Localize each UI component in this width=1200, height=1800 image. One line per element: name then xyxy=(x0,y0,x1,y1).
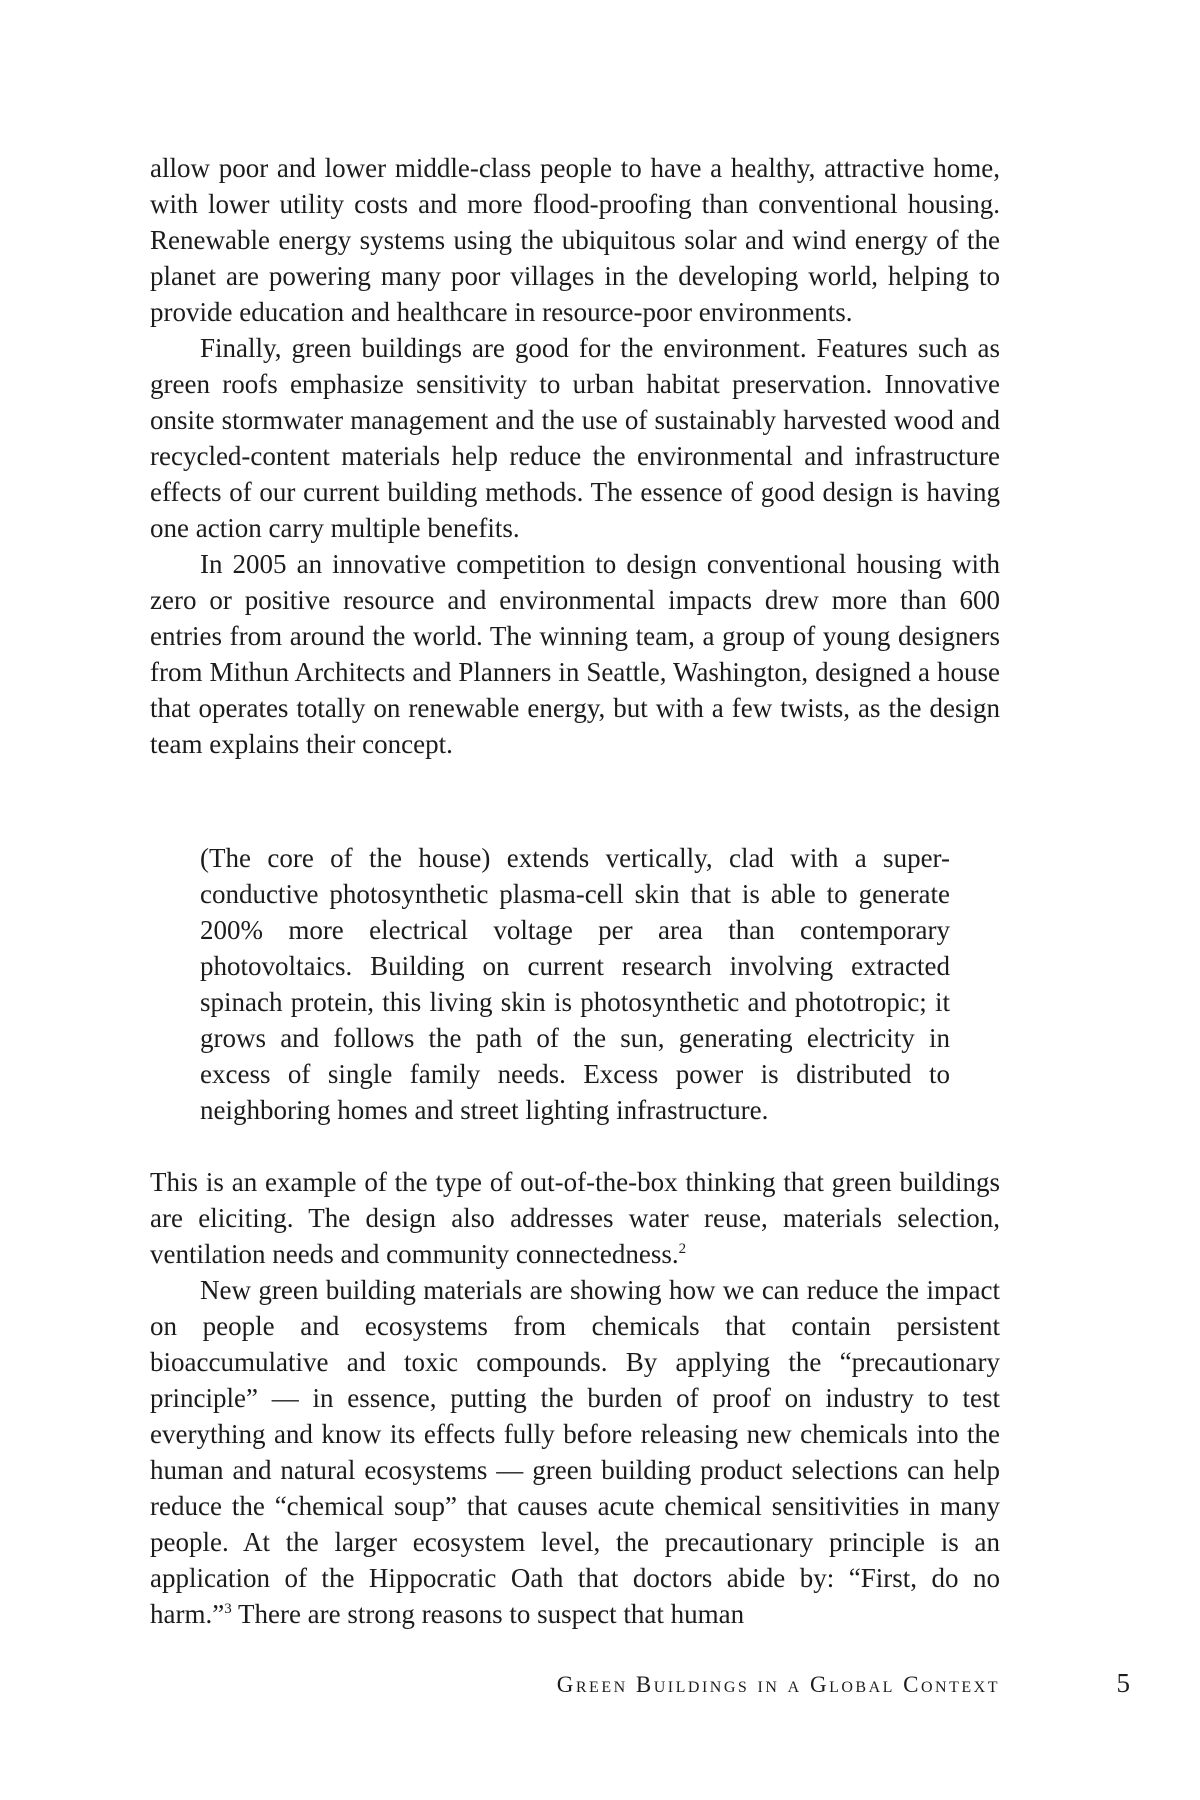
paragraph-competition: In 2005 an innovative competition to design conventional housing with zero or positive resource and environmental impacts drew more than 600 entries from around the world. The winning team, a group of young designers from Mithun Architects and Planners in Seattle, Washington, designed a house that operates totally on renewable energy, but with a few twists, as the design team explains their concept. xyxy=(150,549,1000,759)
footnote-marker: 2 xyxy=(678,1241,687,1257)
footnote-marker: 3 xyxy=(224,1601,232,1617)
body-text-bottom xyxy=(150,1164,1000,1632)
paragraph-materials-text-end: There are strong reasons to suspect that human xyxy=(231,1599,745,1629)
paragraph-materials xyxy=(150,1272,1000,1632)
paragraph-environment: Finally, green buildings are good for the environment. Features such as green roofs emphasize sensitivity to urban habitat preservation. Innovative onsite stormwater management and the use of sustainably harvested wood and recycled-content materials help reduce the environmental and infrastructure effects of our current building methods. The essence of good design is having one action carry multiple benefits. xyxy=(150,333,1000,543)
paragraph-materials-text: New green building materials are showing how we can reduce the impact on people and ecosystems from chemicals that contain persistent bioaccumulative and toxic compounds. By applying the “precautionary principle” — in essence, putting the burden of proof on industry to test everything and know its effects fully before releasing new chemicals into the human and natural ecosystems — green building product selections can help reduce the “chemical soup” that causes acute chemical sensitivities in many people. At the larger ecosystem level, the precautionary principle is an application of the Hippocratic Oath that doctors abide by: “First, do no harm.” xyxy=(150,1275,1000,1629)
paragraph-continuation: allow poor and lower middle-class people to have a healthy, attractive home, with lower utility costs and more flood-proofing than conventional housing. Renewable energy systems using the ubiquitous solar and wind energy of the planet are powering many poor villages in the developing world, helping to provide education and healthcare in resource-poor environments. xyxy=(150,153,1000,327)
page-number: 5 xyxy=(1116,1668,1130,1698)
block-quote xyxy=(200,840,950,1128)
paragraph-example-text: This is an example of the type of out-of-the-box thinking that green buildings are eliciting. The design also addresses water reuse, materials selection, ventilation needs and community connectedness. xyxy=(150,1167,1000,1269)
running-footer-title: Green Buildings in a Global Context xyxy=(556,1672,1000,1697)
paragraph-example xyxy=(150,1164,1000,1272)
quote-text: (The core of the house) extends vertically, clad with a super-conductive photosynthetic plasma-cell skin that is able to generate 200% more electrical voltage per area than contemporary photovoltaics. Building on current research involving extracted spinach protein, this living skin is photosynthetic and phototropic; it grows and follows the path of the sun, generating electricity in excess of single family needs. Excess power is distributed to neighboring homes and street lighting infrastructure. xyxy=(200,843,950,1125)
body-text-top xyxy=(150,150,1000,762)
